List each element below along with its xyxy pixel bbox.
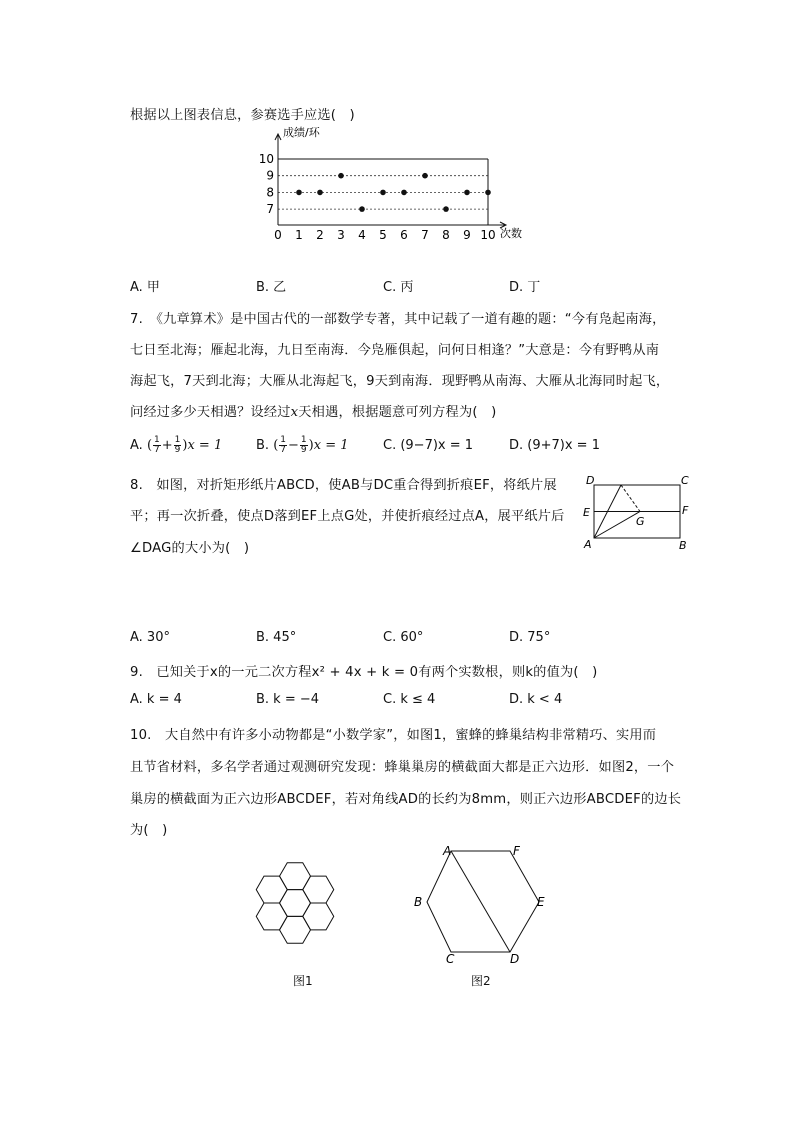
q10-line-3: 巢房的横截面为正六边形ABCDEF，若对角线AD的长约为8mm，则正六边形ABCDEF的边长 (130, 792, 682, 807)
hex-label-e: E (537, 895, 545, 909)
q7-line-3: 海起飞，7天到北海；大雁从北海起飞，9天到南海．现野鸭从南海、大雁从北海同时起飞， (130, 374, 670, 389)
honeycomb-cell-1 (280, 890, 311, 917)
q10-line-1: 10. 大自然中有许多小动物都是“小数学家”，如图1，蜜蜂的蜂巢结构非常精巧、实用而 (130, 728, 657, 743)
q7-option-a[interactable]: A. ( $\frac{1}{7}$ + $\frac{1}{9}$ )x = 1 (130, 435, 223, 455)
fig2-caption: 图2 (471, 974, 491, 988)
fig1-caption: 图1 (293, 974, 313, 988)
label-a: A (584, 538, 592, 551)
x-tick-2: 2 (316, 228, 324, 242)
honeycomb-cell-3 (280, 916, 311, 943)
q9-option-b[interactable]: B. k = −4 (256, 692, 320, 707)
hex-label-d: D (510, 952, 520, 966)
q7-line-1: 7. 《九章算术》是中国古代的一部数学专著，其中记载了一道有趣的题：“今有凫起南海， (130, 312, 666, 327)
label-f: F (682, 504, 689, 517)
label-c: C (681, 474, 689, 487)
q7-option-a-label: A. (130, 438, 143, 453)
honeycomb-cell-5 (256, 876, 287, 903)
y-tick-8: 8 (266, 185, 274, 200)
q9-option-a[interactable]: A. k = 4 (130, 692, 182, 707)
q7-frac-1-9: $\frac{1}{9}$ (174, 435, 181, 455)
x-tick-4: 4 (358, 228, 366, 242)
data-point-8 (443, 206, 449, 212)
x-tick-8: 8 (442, 228, 450, 242)
x-tick-10: 10 (480, 228, 496, 242)
q8-rectangle-figure (578, 470, 698, 555)
label-e: E (583, 506, 590, 519)
q6-option-c[interactable]: C. 丙 (383, 280, 414, 295)
diagonal-ad (451, 851, 510, 952)
q7-line-2: 七日至北海；雁起北海，九日至南海．今凫雁俱起，问何日相逢？”大意是：今有野鸭从南 (130, 343, 660, 358)
data-point-9 (464, 190, 470, 196)
x-tick-6: 6 (400, 228, 408, 242)
data-point-1 (296, 190, 302, 196)
honeycomb-cell-4 (256, 903, 287, 930)
q8-option-b[interactable]: B. 45° (256, 630, 297, 645)
q7-line-4-b: 天相遇，根据题意可列方程为( ) (298, 405, 497, 420)
data-point-4 (359, 206, 365, 212)
honeycomb-cell-7 (303, 876, 334, 903)
q7-line-4 (130, 401, 496, 420)
score-chart (255, 122, 545, 242)
y-tick-7: 7 (266, 202, 274, 217)
honeycomb-cell-6 (280, 863, 311, 890)
hexagon-abcdef (427, 851, 539, 952)
honeycomb-figure (240, 848, 350, 958)
dashed-dg (621, 485, 640, 512)
q9-question: 9. 已知关于x的一元二次方程x² + 4x + k = 0有两个实数根，则k的值为( ) (130, 665, 598, 680)
x-tick-9: 9 (463, 228, 471, 242)
hex-label-f: F (513, 844, 520, 858)
q7-option-b-label: B. (256, 438, 270, 453)
q7-frac-1-7: $\frac{1}{7}$ (154, 435, 160, 455)
q7-option-c[interactable]: C. (9−7)x = 1 (383, 438, 474, 453)
q7-option-d[interactable]: D. (9+7)x = 1 (509, 438, 600, 453)
x-tick-5: 5 (379, 228, 387, 242)
q8-line-2: 平；再一次折叠，使点D落到EF上点G处，并使折痕经过点A，展平纸片后 (130, 509, 565, 524)
q6-option-d[interactable]: D. 丁 (509, 280, 541, 295)
hex-label-c: C (446, 952, 455, 966)
x-tick-3: 3 (337, 228, 345, 242)
q8-option-d[interactable]: D. 75° (509, 630, 551, 645)
q10-line-2: 且节省材料，多名学者通过观测研究发现：蜂巢巢房的横截面大都是正六边形．如图2，一个 (130, 760, 675, 775)
q9-option-d[interactable]: D. k < 4 (509, 692, 563, 707)
q10-line-4: 为( ) (130, 823, 168, 838)
label-d: D (586, 474, 595, 487)
x-tick-7: 7 (421, 228, 429, 242)
data-point-10 (485, 190, 491, 196)
honeycomb-cell-2 (303, 903, 334, 930)
q8-option-a[interactable]: A. 30° (130, 630, 170, 645)
data-point-3 (338, 173, 344, 179)
data-point-2 (317, 190, 323, 196)
q7-option-b[interactable]: B. ( $\frac{1}{7}$ − $\frac{1}{9}$ )x = 1 (256, 435, 349, 455)
q8-line-3: ∠DAG的大小为( ) (130, 541, 250, 556)
y-axis-label: 成绩/环 (283, 126, 320, 139)
hex-label-a: A (443, 844, 452, 858)
q7-frac-1-7-b: $\frac{1}{7}$ (280, 435, 287, 455)
q8-option-c[interactable]: C. 60° (383, 630, 424, 645)
hexagon-figure (405, 838, 565, 968)
x-tick-1: 1 (295, 228, 303, 242)
label-g: G (636, 515, 645, 528)
q6-option-b[interactable]: B. 乙 (256, 280, 287, 295)
q6-intro: 根据以上图表信息，参赛选手应选( ) (130, 108, 355, 123)
y-tick-10: 10 (258, 152, 274, 166)
y-tick-9: 9 (266, 168, 274, 183)
q6-option-a[interactable]: A. 甲 (130, 280, 160, 295)
label-b: B (679, 539, 687, 552)
data-point-6 (401, 190, 407, 196)
q7-line-4-a: 问经过多少天相遇？设经过 (130, 405, 291, 420)
q7-frac-1-9-b: $\frac{1}{9}$ (300, 435, 307, 455)
x-tick-0: 0 (274, 228, 282, 242)
data-point-5 (380, 190, 386, 196)
hex-label-b: B (414, 895, 423, 909)
q7-variable-x: x (290, 405, 299, 420)
x-axis-label: 次数 (500, 227, 522, 240)
q8-line-1: 8. 如图，对折矩形纸片ABCD，使AB与DC重合得到折痕EF，将纸片展 (130, 478, 557, 493)
data-point-7 (422, 173, 428, 179)
q9-option-c[interactable]: C. k ≤ 4 (383, 692, 436, 707)
